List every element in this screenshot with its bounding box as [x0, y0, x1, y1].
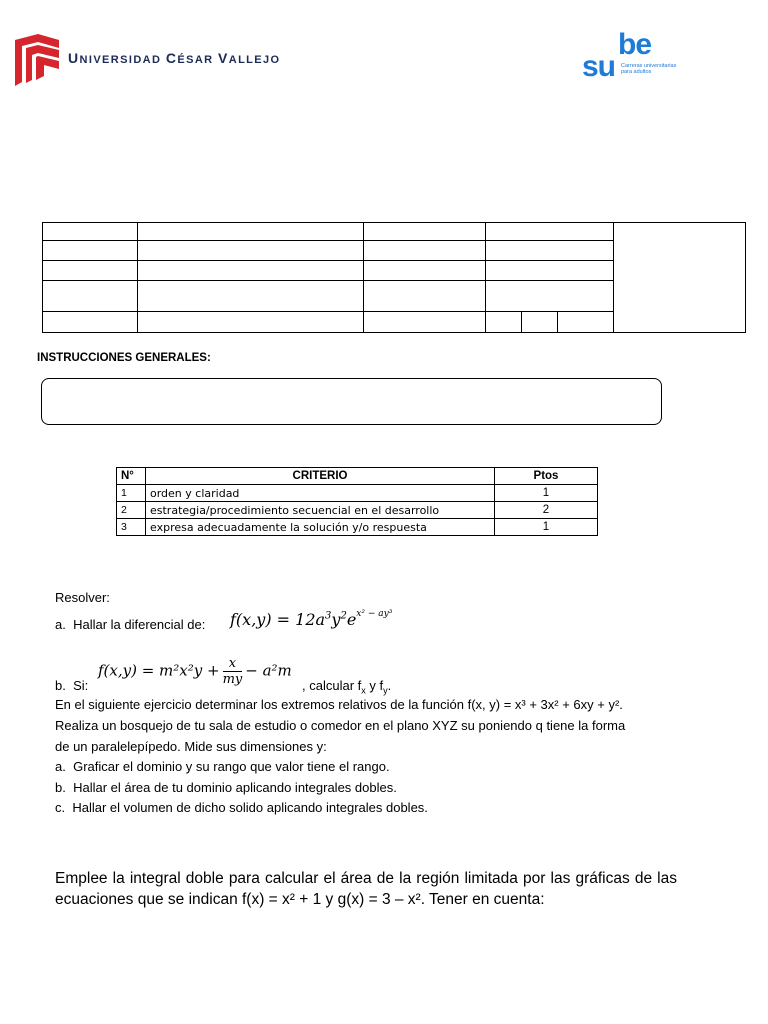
exercise-b-suffix: , calcular $f_x$ y $f_y$. — [302, 678, 392, 696]
instructions-title: INSTRUCCIONES GENERALES: — [37, 352, 211, 364]
list-item: b. Hallar el área de tu dominio aplicando integrales dobles. — [55, 780, 397, 795]
table-row — [117, 485, 598, 502]
sube-logo-su: su — [582, 50, 616, 83]
criteria-header-row — [117, 468, 598, 485]
table-row — [117, 519, 598, 536]
instructions-box — [41, 378, 662, 425]
formula-b: f(x,y) = m²x²y + $\frac{x}{my}$ − a²m — [98, 656, 292, 687]
university-name: UNIVERSIDAD CÉSAR VALLEJO — [68, 50, 281, 66]
bosquejo-line-1: Realiza un bosquejo de tu sala de estudio o comedor en el plano XYZ su poniendo q tiene la forma — [55, 718, 626, 733]
sube-tagline: Carreras universitarias para adultos — [621, 63, 677, 75]
criteria-ptos: 1 — [495, 519, 598, 536]
criteria-text: orden y claridad — [146, 485, 495, 502]
criteria-ptos: 2 — [495, 502, 598, 519]
list-item: a. Graficar el dominio y su rango que valor tiene el rango. — [55, 759, 390, 774]
extremos-text: En el siguiente ejercicio determinar los extremos relativos de la función f(x, y) = x³ + 3x² + 6xy + y². — [55, 697, 623, 712]
final-exercise: Emplee la integral doble para calcular el área de la región limitada por las gráficas de las ecuaciones que se indican f(x) = x² + 1 y g(x) = 3 – x². Tener en cuenta: — [55, 870, 677, 908]
bosquejo-line-2: de un paralelepípedo. Mide sus dimensiones y: — [55, 739, 327, 754]
criteria-header-n: N° — [117, 468, 146, 485]
criteria-ptos: 1 — [495, 485, 598, 502]
criteria-n: 1 — [117, 485, 146, 502]
criteria-text: expresa adecuadamente la solución y/o respuesta — [146, 519, 495, 536]
criteria-n: 2 — [117, 502, 146, 519]
resolver-label: Resolver: — [55, 590, 110, 605]
criteria-text: estrategia/procedimiento secuencial en el desarrollo — [146, 502, 495, 519]
table-row — [117, 502, 598, 519]
formula-a: $f(x,y) = 12a^3y^2e^{x^2 - ay^3}$ — [230, 608, 393, 629]
criteria-n: 3 — [117, 519, 146, 536]
sube-logo-be: be — [618, 28, 652, 61]
criteria-header-ptos: Ptos — [495, 468, 598, 485]
exercise-b: b. Si: — [55, 678, 89, 693]
exercise-a: a. Hallar la diferencial de: — [55, 617, 206, 632]
criteria-table — [116, 467, 598, 536]
list-item: c. Hallar el volumen de dicho solido aplicando integrales dobles. — [55, 800, 428, 815]
criteria-header-criterio: CRITERIO — [146, 468, 495, 485]
student-data-grid — [0, 0, 768, 340]
